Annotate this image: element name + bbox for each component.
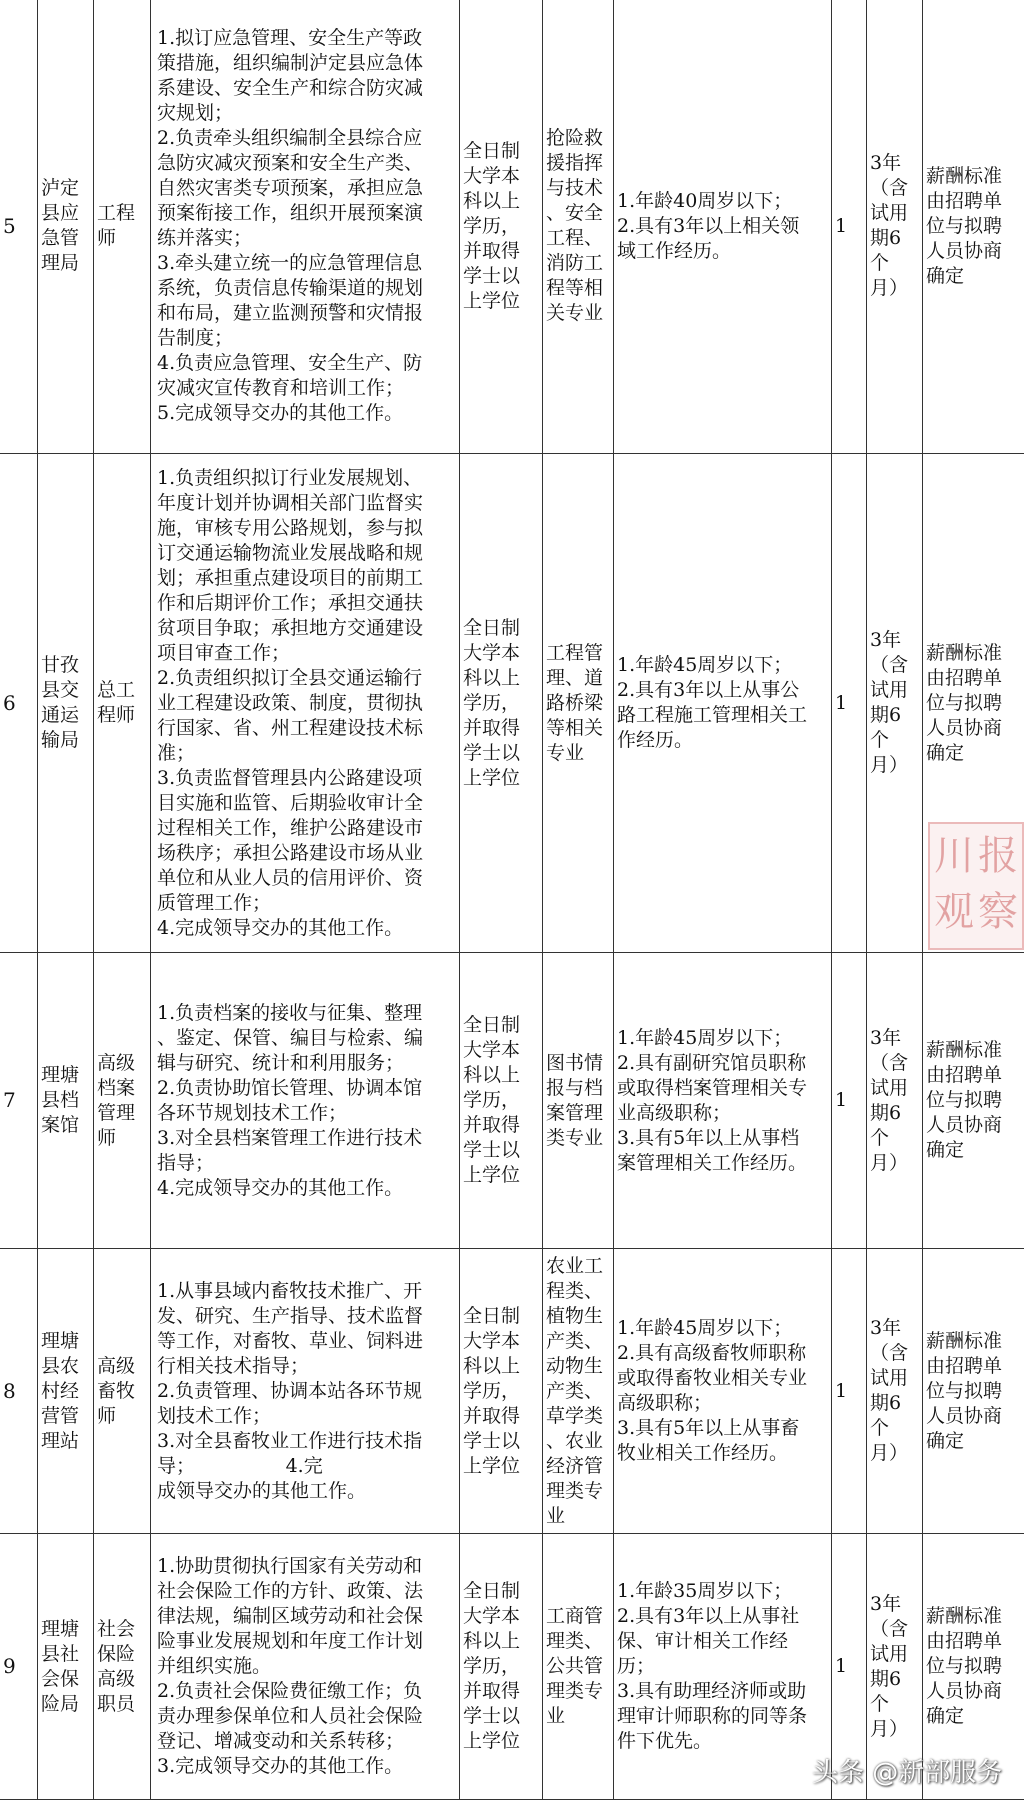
other-requirements-cell: 1.年龄35周岁以下； 2.具有3年以上从事社 保、审计相关工作经 历； 3.具有助理经济师或助 理审计师职称的同等条 件下优先。	[614, 1534, 832, 1800]
chuanbao-watermark-stamp	[928, 822, 1024, 950]
salary-terms-cell: 薪酬标准 由招聘单 位与拟聘 人员协商 确定	[923, 454, 1024, 953]
employer-unit-cell: 理塘 县农 村经 营管 理站	[38, 1249, 94, 1534]
salary-terms-cell: 薪酬标准 由招聘单 位与拟聘 人员协商 确定	[923, 0, 1024, 454]
stamp-glyph: 报	[977, 832, 1019, 882]
education-requirement-cell: 全日制 大学本 科以上 学历， 并取得 学士以 上学位	[460, 0, 543, 454]
table-row	[0, 953, 1024, 1249]
table-row	[0, 0, 1024, 454]
hiring-count-cell: 1	[832, 454, 867, 953]
hiring-count-cell: 1	[832, 953, 867, 1249]
education-requirement-cell: 全日制 大学本 科以上 学历， 并取得 学士以 上学位	[460, 1249, 543, 1534]
education-requirement-cell: 全日制 大学本 科以上 学历， 并取得 学士以 上学位	[460, 454, 543, 953]
education-requirement-cell: 全日制 大学本 科以上 学历， 并取得 学士以 上学位	[460, 953, 543, 1249]
position-title-cell: 工程 师	[94, 0, 151, 454]
salary-terms-cell: 薪酬标准 由招聘单 位与拟聘 人员协商 确定	[923, 953, 1024, 1249]
major-requirement-cell: 图书情 报与档 案管理 类专业	[543, 953, 614, 1249]
stamp-glyph: 察	[977, 888, 1019, 938]
hiring-count-cell: 1	[832, 0, 867, 454]
position-title-cell: 高级 档案 管理 师	[94, 953, 151, 1249]
stamp-glyph: 观	[933, 888, 975, 938]
contract-term-cell: 3年 （含 试用 期6 个 月）	[867, 953, 923, 1249]
position-title-cell: 总工 程师	[94, 454, 151, 953]
job-duties-cell: 1.拟订应急管理、安全生产等政 策措施，组织编制泸定县应急体 系建设、安全生产和综合防灾减 灾规划； 2.负责牵头组织编制全县综合应 急防灾减灾预案和安全生产类、 自然灾害类专项预案，承担应急 预案衔接工作，组织开展预案演 练并落实； 3.牵头建立统一的应急管理信息 系统，负责信息传输渠道的规划 和布局，建立监测预警和灾情报 告制度； 4.负责应急管理、安全生产、防 灾减灾宣传教育和培训工作； 5.完成领导交办的其他工作。	[151, 0, 460, 454]
contract-term-cell: 3年 （含 试用 期6 个 月）	[867, 0, 923, 454]
row-number-cell: 7	[0, 953, 38, 1249]
footer-watermark: 头条 @新部服务	[812, 1752, 1002, 1789]
other-requirements-cell: 1.年龄45周岁以下； 2.具有3年以上从事公 路工程施工管理相关工 作经历。	[614, 454, 832, 953]
other-requirements-cell: 1.年龄45周岁以下； 2.具有副研究馆员职称 或取得档案管理相关专 业高级职称； 3.具有5年以上从事档 案管理相关工作经历。	[614, 953, 832, 1249]
row-number-cell: 9	[0, 1534, 38, 1800]
hiring-count-cell: 1	[832, 1249, 867, 1534]
other-requirements-cell: 1.年龄45周岁以下； 2.具有高级畜牧师职称 或取得畜牧业相关专业 高级职称； 3.具有5年以上从事畜 牧业相关工作经历。	[614, 1249, 832, 1534]
employer-unit-cell: 甘孜 县交 通运 输局	[38, 454, 94, 953]
major-requirement-cell: 工商管 理类、 公共管 理类专 业	[543, 1534, 614, 1800]
major-requirement-cell: 抢险救 援指挥 与技术 、安全 工程、 消防工 程等相 关专业	[543, 0, 614, 454]
salary-terms-cell: 薪酬标准 由招聘单 位与拟聘 人员协商 确定	[923, 1249, 1024, 1534]
row-number-cell: 8	[0, 1249, 38, 1534]
employer-unit-cell: 泸定 县应 急管 理局	[38, 0, 94, 454]
job-duties-cell: 1.负责档案的接收与征集、整理 、鉴定、保管、编目与检索、编 辑与研究、统计和利用服务； 2.负责协助馆长管理、协调本馆 各环节规划技术工作； 3.对全县档案管理工作进行技术 指导； 4.完成领导交办的其他工作。	[151, 953, 460, 1249]
job-duties-cell: 1.协助贯彻执行国家有关劳动和 社会保险工作的方针、政策、法 律法规，编制区域劳动和社会保 险事业发展规划和年度工作计划 并组织实施。 2.负责社会保险费征缴工作；负 责办理参保单位和人员社会保险 登记、增减变动和关系转移； 3.完成领导交办的其他工作。	[151, 1534, 460, 1800]
hiring-count-cell: 1	[832, 1534, 867, 1800]
row-number-cell: 5	[0, 0, 38, 454]
employer-unit-cell: 理塘 县社 会保 险局	[38, 1534, 94, 1800]
contract-term-cell: 3年 （含 试用 期6 个 月）	[867, 1534, 923, 1800]
position-title-cell: 社会 保险 高级 职员	[94, 1534, 151, 1800]
position-title-cell: 高级 畜牧 师	[94, 1249, 151, 1534]
contract-term-cell: 3年 （含 试用 期6 个 月）	[867, 1249, 923, 1534]
table-row	[0, 454, 1024, 953]
major-requirement-cell: 工程管 理、道 路桥梁 等相关 专业	[543, 454, 614, 953]
job-duties-cell: 1.负责组织拟订行业发展规划、 年度计划并协调相关部门监督实 施，审核专用公路规划，参与拟 订交通运输物流业发展战略和规 划；承担重点建设项目的前期工 作和后期评价工作；承担交通扶 贫项目争取；承担地方交通建设 项目审查工作； 2.负责组织拟订全县交通运输行 业工程建设政策、制度，贯彻执 行国家、省、州工程建设技术标 准； 3.负责监督管理县内公路建设项 目实施和监管、后期验收审计全 过程相关工作，维护公路建设市 场秩序；承担公路建设市场从业 单位和从业人员的信用评价、资 质管理工作； 4.完成领导交办的其他工作。	[151, 454, 460, 953]
salary-terms-cell: 薪酬标准 由招聘单 位与拟聘 人员协商 确定	[923, 1534, 1024, 1800]
employer-unit-cell: 理塘 县档 案馆	[38, 953, 94, 1249]
row-number-cell: 6	[0, 454, 38, 953]
table-row	[0, 1249, 1024, 1534]
education-requirement-cell: 全日制 大学本 科以上 学历， 并取得 学士以 上学位	[460, 1534, 543, 1800]
other-requirements-cell: 1.年龄40周岁以下； 2.具有3年以上相关领 域工作经历。	[614, 0, 832, 454]
stamp-glyph: 川	[933, 832, 975, 882]
job-duties-cell: 1.从事县域内畜牧技术推广、开 发、研究、生产指导、技术监督 等工作，对畜牧、草业、饲料进 行相关技术指导； 2.负责管理、协调本站各环节规 划技术工作； 3.对全县畜牧业工作进行技术指 导； 4.完 成领导交办的其他工作。	[151, 1249, 460, 1534]
major-requirement-cell: 农业工 程类、 植物生 产类、 动物生 产类、 草学类 、农业 经济管 理类专 业	[543, 1249, 614, 1534]
contract-term-cell: 3年 （含 试用 期6 个 月）	[867, 454, 923, 953]
